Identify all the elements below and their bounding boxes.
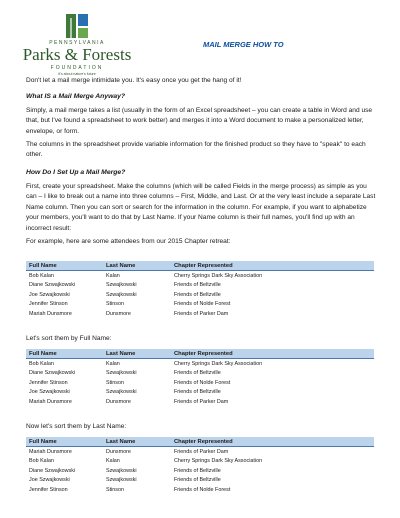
column-header: Last Name [106, 262, 136, 269]
column-header: Chapter Represented [174, 262, 233, 269]
logo-name-text: Parks & Forests [22, 45, 132, 64]
logo-tagline: It's about nature's future [58, 72, 96, 76]
table-cell: Friends of Nolde Forest [174, 301, 231, 307]
table-cell: Friends of Beltzville [174, 477, 221, 483]
table-cell: Mariah Dunsmore [29, 398, 72, 405]
table-row [26, 476, 374, 486]
table-cell: Friends of Beltzville [174, 467, 221, 474]
table-cell: Szwajkowski [106, 477, 137, 483]
table-cell: Stinson [106, 301, 124, 307]
table-cell: Bob Kalan [29, 458, 54, 464]
table-cell: Kalan [106, 360, 120, 367]
paragraph-definition: Simply, a mail merge takes a list (usually in the form of an Excel spreadsheet – you can create a table in Word and use that, but I've found a spreadsheet to work better) and merges it into a Word document to make a personalized letter, envelope, or form. [26, 107, 373, 135]
table-cell: Friends of Beltzville [174, 370, 221, 376]
table-cell: Mariah Dunsmore [29, 448, 72, 455]
paragraph-columns: The columns in the spreadsheet provide variable information for the finished product so they have to "speak" to each other. [26, 141, 366, 159]
table-cell: Friends of Parker Dam [174, 310, 229, 317]
table-cell: Jennifer Stinson [29, 379, 68, 386]
sort-last-name-label: Now let's sort them by Last Name: [26, 423, 127, 430]
table-cell: Stinson [106, 379, 124, 386]
table-row [26, 457, 374, 467]
table-cell: Cherry Springs Dark Sky Association [174, 360, 263, 367]
table-cell: Jennifer Stinson [29, 301, 68, 307]
table-cell: Szwajkowski [106, 467, 137, 474]
table-cell: Joe Szwajkowski [29, 291, 70, 298]
table-row [26, 290, 374, 300]
column-header: Chapter Represented [174, 350, 233, 357]
table-row [26, 485, 374, 495]
table-cell: Diane Szwajkowski [29, 282, 76, 288]
table-cell: Diane Szwajkowski [29, 370, 76, 376]
table-cell: Cherry Springs Dark Sky Association [174, 458, 263, 464]
table-cell: Friends of Beltzville [174, 389, 221, 395]
table-row [26, 447, 374, 457]
table-cell: Friends of Beltzville [174, 291, 221, 298]
table-row [26, 281, 374, 291]
table-cell: Friends of Nolde Forest [174, 486, 231, 493]
paragraph-example: For example, here are some attendees from our 2015 Chapter retreat: [26, 238, 231, 245]
table-cell: Szwajkowski [106, 282, 137, 288]
table-cell: Friends of Nolde Forest [174, 379, 231, 386]
table-cell: Cherry Springs Dark Sky Association [174, 272, 263, 279]
table-row [26, 359, 374, 369]
table-row [26, 271, 374, 281]
table-cell: Dunsmore [106, 448, 131, 455]
attendees-table [26, 261, 374, 319]
tree-leaf-icon [60, 12, 94, 42]
table-cell: Friends of Beltzville [174, 282, 221, 288]
table-cell: Joe Szwajkowski [29, 389, 70, 395]
logo-state-text: PENNSYLVANIA [49, 40, 105, 46]
table-header-row [26, 437, 374, 447]
table-row [26, 369, 374, 379]
document-title: MAIL MERGE HOW TO [203, 40, 284, 49]
sorted-by-last-name-table [26, 437, 374, 495]
table-header-row [26, 349, 374, 359]
table-cell: Mariah Dunsmore [29, 310, 72, 317]
table-cell: Diane Szwajkowski [29, 467, 76, 474]
table-row [26, 397, 374, 407]
logo-foundation-text: FOUNDATION [50, 65, 104, 71]
table-row [26, 300, 374, 310]
sort-full-name-label: Let's sort them by Full Name: [26, 335, 112, 342]
table-cell: Szwajkowski [106, 370, 137, 376]
table-row [26, 388, 374, 398]
foundation-logo [22, 12, 132, 78]
table-row [26, 378, 374, 388]
table-cell: Friends of Parker Dam [174, 448, 229, 455]
table-cell: Dunsmore [106, 310, 131, 317]
column-header: Full Name [29, 262, 57, 269]
column-header: Last Name [106, 350, 136, 357]
section-heading-what-is: What IS a Mail Merge Anyway? [26, 93, 126, 100]
table-header-row [26, 261, 374, 271]
table-cell: Szwajkowski [106, 291, 137, 298]
sorted-by-full-name-table [26, 349, 374, 407]
table-cell: Jennifer Stinson [29, 486, 68, 493]
table-cell: Joe Szwajkowski [29, 477, 70, 483]
section-heading-setup: How Do I Set Up a Mail Merge? [26, 169, 126, 176]
table-row [26, 309, 374, 319]
table-cell: Bob Kalan [29, 360, 54, 367]
table-cell: Kalan [106, 272, 120, 279]
column-header: Full Name [29, 438, 57, 445]
column-header: Full Name [29, 350, 57, 357]
table-cell: Kalan [106, 458, 120, 464]
table-cell: Szwajkowski [106, 389, 137, 395]
column-header: Chapter Represented [174, 438, 233, 445]
table-cell: Stinson [106, 486, 124, 493]
table-cell: Dunsmore [106, 398, 131, 405]
table-row [26, 466, 374, 476]
table-cell: Bob Kalan [29, 272, 54, 279]
table-cell: Friends of Parker Dam [174, 398, 229, 405]
paragraph-spreadsheet: First, create your spreadsheet. Make the columns (which will be called Fields in the merge process) as simple as you can – I like to break out a name into three columns – First, Middle, and Last. Or at the very least include a separate Last Name column. Then you can sort or search for the information in the column. For example, if you want to alphabetize your members, you'll want to do that by Last Name. If your Name column is their full names, you'll find up with an incorrect result: [26, 183, 376, 232]
column-header: Last Name [106, 438, 136, 445]
intro-paragraph: Don't let a mail merge intimidate you. It's easy once you get the hang of it! [26, 77, 242, 84]
